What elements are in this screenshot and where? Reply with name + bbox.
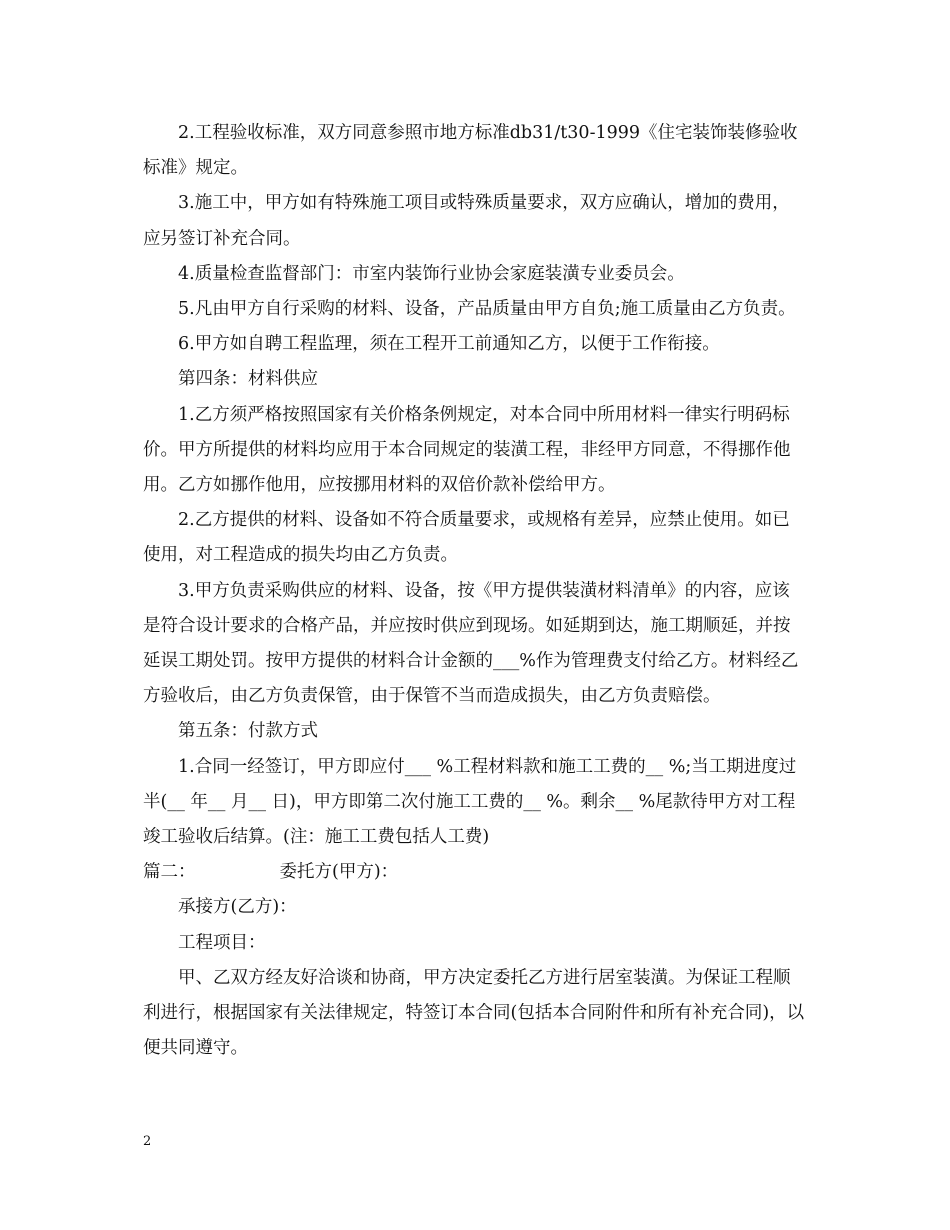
paragraph-payment-terms: 1.合同一经签订，甲方即应付___ %工程材料款和施工工费的__ %;当工期进度过半(__ 年__ 月__ 日)，甲方即第二次付施工工费的__ %。剩余__ %尾款待甲方对工程竣工验收后结算。(注：施工工费包括人工费): [143, 756, 797, 848]
paragraph-agreement-intro: 甲、乙双方经友好洽谈和协商，甲方决定委托乙方进行居室装潢。为保证工程顺利进行，根据国家有关法律规定，特签订本合同(包括本合同附件和所有补充合同)，以便共同遵守。: [143, 967, 805, 1059]
paragraph-party-a-materials: 3.甲方负责采购供应的材料、设备，按《甲方提供装潢材料清单》的内容，应该是符合设计要求的合格产品，并应按时供应到现场。如延期到达，施工期顺延，并按延误工期处罚。按甲方提供的材料合计金额的___%作为管理费支付给乙方。材料经乙方验收后，由乙方负责保管，由于保管不当而造成损失，由乙方负责赔偿。: [143, 580, 799, 707]
paragraph-project-supervisor: 6.甲方如自聘工程监理，须在工程开工前通知乙方，以便于工作衔接。: [178, 334, 720, 355]
heading-article-four: 第四条：材料供应: [178, 369, 318, 390]
paragraph-contractor: 承接方(乙方)：: [178, 897, 297, 918]
paragraph-material-pricing: 1.乙方须严格按照国家有关价格条例规定，对本合同中所用材料一律实行明码标价。甲方所提供的材料均应用于本合同规定的装潢工程，非经甲方同意，不得挪作他用。乙方如挪作他用，应按挪用材料的双倍价款补偿给甲方。: [143, 404, 791, 496]
section-two-line: [143, 855, 807, 890]
document-body: [143, 116, 807, 1066]
paragraph-special-requirements: 3.施工中，甲方如有特殊施工项目或特殊质量要求，双方应确认，增加的费用，应另签订补充合同。: [143, 193, 790, 249]
paragraph-self-purchased-materials: 5.凡由甲方自行采购的材料、设备，产品质量由甲方自负;施工质量由乙方负责。: [178, 299, 796, 320]
heading-article-five: 第五条：付款方式: [178, 721, 318, 742]
paragraph-project-item: 工程项目：: [178, 932, 266, 953]
page-number: 2: [143, 1134, 152, 1149]
paragraph-quality-supervision: 4.质量检查监督部门：市室内装饰行业协会家庭装潢专业委员会。: [178, 263, 685, 284]
section-two-label: 篇二：: [143, 862, 196, 883]
section-two-client: 委托方(甲方)：: [279, 862, 399, 883]
paragraph-acceptance-standard: 2.工程验收标准，双方同意参照市地方标准db31/t30-1999《住宅装饰装修验收标准》规定。: [143, 123, 798, 179]
paragraph-material-quality: 2.乙方提供的材料、设备如不符合质量要求，或规格有差异，应禁止使用。如已使用，对工程造成的损失均由乙方负责。: [143, 510, 790, 566]
